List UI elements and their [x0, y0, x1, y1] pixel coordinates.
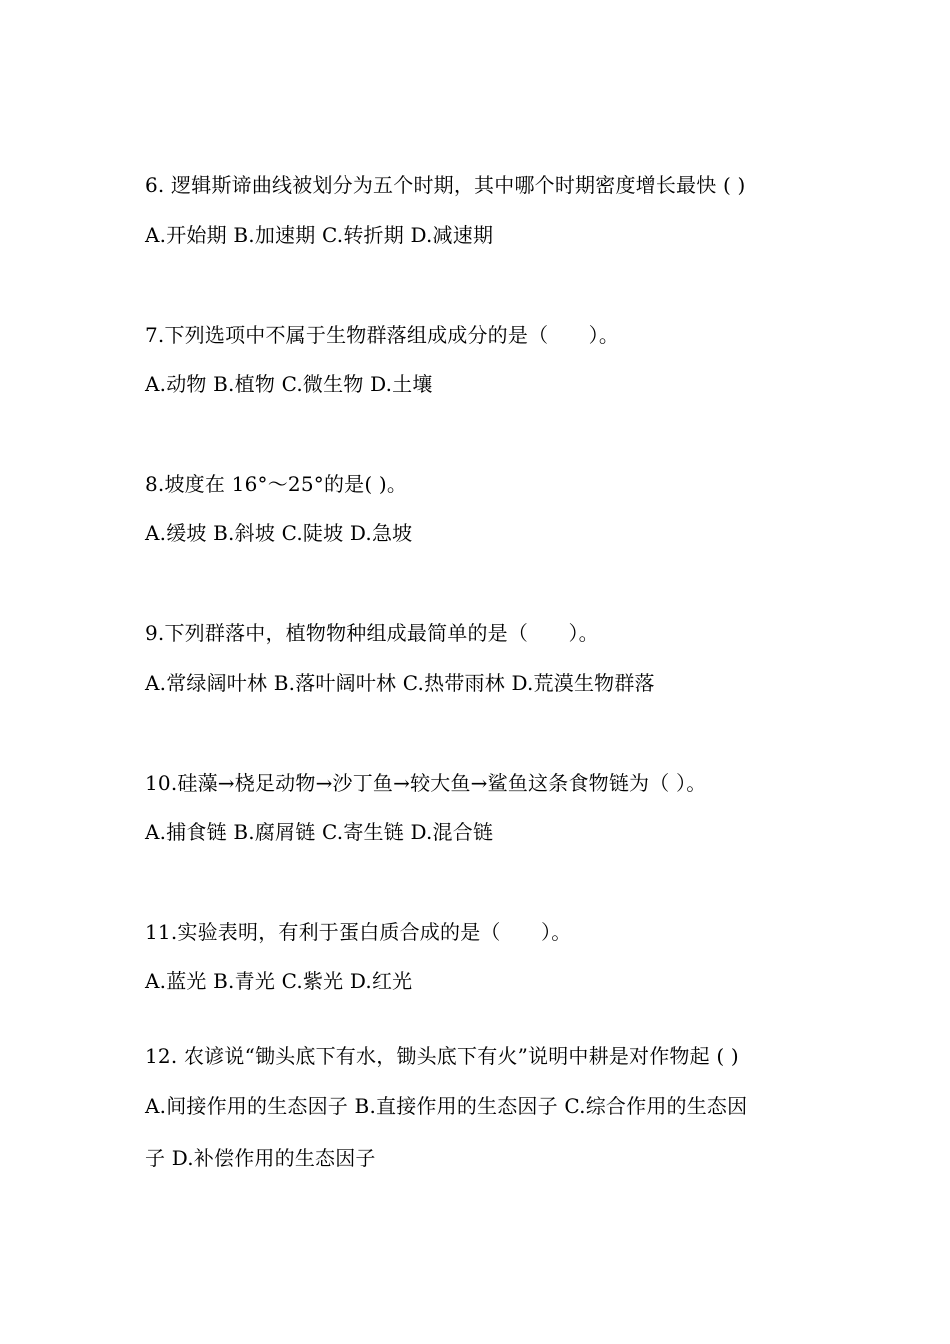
question-12-stem: 12. 农谚说“锄头底下有水，锄头底下有火”说明中耕是对作物起 ( ) [145, 1044, 739, 1068]
question-10-stem: 10.硅藻→桡足动物→沙丁鱼→较大鱼→鲨鱼这条食物链为（ ）。 [145, 771, 707, 795]
question-7-stem: 7.下列选项中不属于生物群落组成成分的是（ ）。 [145, 323, 620, 347]
question-12-options-continued: 子 D.补偿作用的生态因子 [145, 1146, 376, 1170]
question-9-stem: 9.下列群落中，植物物种组成最简单的是（ ）。 [145, 621, 599, 645]
question-8-stem: 8.坡度在 16°～25°的是( )。 [145, 472, 408, 496]
question-11-options: A.蓝光 B.青光 C.紫光 D.红光 [145, 969, 413, 993]
question-9-options: A.常绿阔叶林 B.落叶阔叶林 C.热带雨林 D.荒漠生物群落 [145, 671, 655, 695]
question-12-options: A.间接作用的生态因子 B.直接作用的生态因子 C.综合作用的生态因 [145, 1094, 748, 1118]
question-8-options: A.缓坡 B.斜坡 C.陡坡 D.急坡 [145, 521, 413, 545]
question-11-stem: 11.实验表明，有利于蛋白质合成的是（ ）。 [145, 920, 572, 944]
question-6-options: A.开始期 B.加速期 C.转折期 D.减速期 [145, 223, 494, 247]
question-7-options: A.动物 B.植物 C.微生物 D.土壤 [145, 372, 433, 396]
question-10-options: A.捕食链 B.腐屑链 C.寄生链 D.混合链 [145, 820, 494, 844]
question-6-stem: 6. 逻辑斯谛曲线被划分为五个时期，其中哪个时期密度增长最快 ( ) [145, 173, 746, 197]
